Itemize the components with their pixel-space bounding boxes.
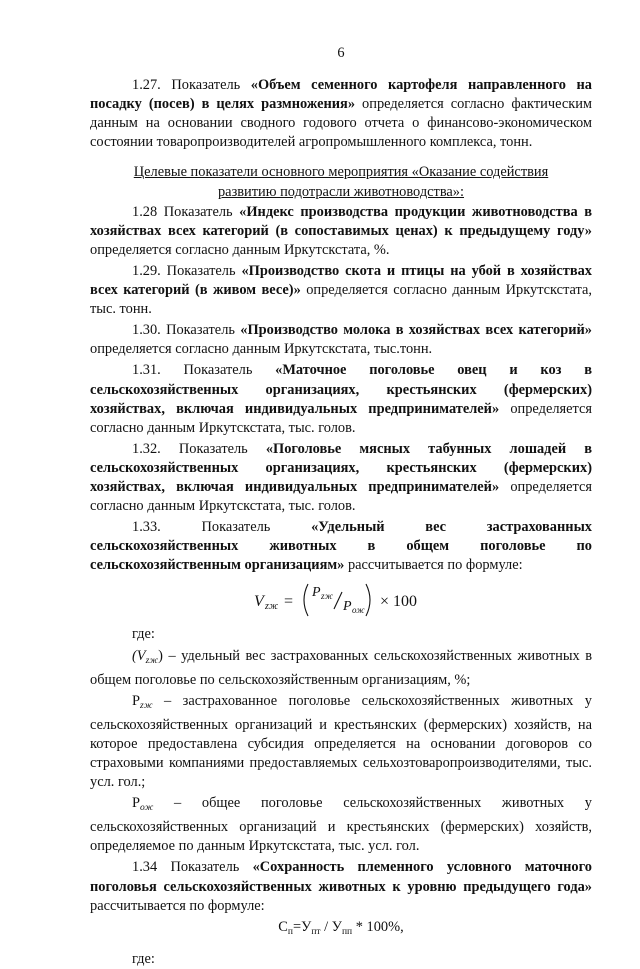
paragraph-lead: 1.33. Показатель xyxy=(132,519,312,536)
definition-text: – удельный вес застрахованных сельскохозяйственных животных в общем поголовье по сельскохозяйственным организациям, %; xyxy=(90,647,592,688)
left-paren-icon xyxy=(304,584,308,616)
where-label-2: где: xyxy=(132,950,155,967)
fraction-slash-icon xyxy=(334,592,342,609)
paragraph-body: определяется согласно данным Иркутскстата, тыс. тонн. xyxy=(90,282,592,318)
indicator-name: «Производство скота и птицы на убой в хозяйствах всех категорий (в живом весе)» xyxy=(90,262,592,299)
formula-lhs-subscript: zж xyxy=(265,601,279,613)
formula-u1-subscript: пт xyxy=(311,926,321,937)
definition-text: – общее поголовье сельскохозяйственных животных у сельскохозяйственных организаций и крестьянских (фермерских) хозяйств, определяемое по данным Иркутскстата, тыс. усл. гол. xyxy=(90,795,592,855)
paragraph-1-33 xyxy=(90,518,592,575)
formula-equals-u: =У xyxy=(293,918,312,935)
paragraph-1-30 xyxy=(90,321,592,359)
formula-denominator: P xyxy=(343,599,352,615)
definition-total-livestock xyxy=(90,794,592,856)
formula-numerator: P xyxy=(312,585,321,601)
definition-insured-livestock xyxy=(90,692,592,792)
paragraph-body: определяется согласно фактическим данным на основании сводного годового отчета о финансово-экономическом состоянии товаропроизводителей агропромышленного комплекса, тонн. xyxy=(90,96,593,151)
formula-svg xyxy=(246,579,436,621)
indicator-name: «Индекс производства продукции животноводства в хозяйствах всех категорий (в сопоставимых ценах) к предыдущему году» xyxy=(90,203,592,239)
paragraph-1-32 xyxy=(90,440,592,516)
paragraph-body: рассчитывается по формуле: xyxy=(344,557,523,574)
paragraph-1-28 xyxy=(90,203,592,260)
indicator-name: «Объем семенного картофеля направленного на посадку (посев) в целях размножения» xyxy=(90,77,592,113)
where-label-1: где: xyxy=(132,626,155,643)
formula-c: С xyxy=(278,918,288,935)
paragraph-1-27 xyxy=(90,76,592,152)
definition-insured-share xyxy=(90,647,592,690)
definition-symbol: P xyxy=(132,795,141,812)
formula-numerator-subscript: zж xyxy=(321,591,333,602)
definition-symbol-subscript: zж xyxy=(145,655,159,666)
section-heading xyxy=(90,163,592,201)
paragraph-lead: 1.34 Показатель xyxy=(132,859,253,876)
paragraph-body: рассчитывается по формуле: xyxy=(90,897,265,914)
paragraph-body: определяется согласно данным Иркутскстата, тыс.тонн. xyxy=(90,341,433,358)
formula-c-subscript: п xyxy=(287,926,293,937)
formula-denominator-subscript: ож xyxy=(352,605,365,616)
definition-symbol-subscript: zж xyxy=(140,700,153,711)
section-heading-line-2: развитию подотрасли животноводства»: xyxy=(217,183,465,200)
formula-u2-subscript: пп xyxy=(341,926,353,937)
paragraph-body: определяется согласно данным Иркутскстата, %. xyxy=(90,241,390,258)
formula-insured-share xyxy=(90,579,592,621)
paragraph-lead: 1.32. Показатель xyxy=(132,440,266,457)
paragraph-1-29 xyxy=(90,262,592,319)
indicator-name: «Маточное поголовье овец и коз в сельскохозяйственных организациях, крестьянских (фермерских) хозяйствах, включая индивидуальных предпринимателей» xyxy=(90,362,592,417)
page-number: 6 xyxy=(337,45,345,61)
formula-lhs: V xyxy=(254,593,264,611)
paragraph-1-34 xyxy=(90,858,592,915)
definition-symbol: P xyxy=(132,692,141,709)
paragraph-1-31 xyxy=(90,361,592,437)
definition-symbol: (V xyxy=(132,647,146,664)
paragraph-lead: 1.28 Показатель xyxy=(132,203,240,220)
indicator-name: «Поголовье мясных табунных лошадей в сельскохозяйственных организациях, крестьянских (фермерских) хозяйствах, включая индивидуальных предпринимателей» xyxy=(90,440,592,495)
formula-multiplier: × 100 xyxy=(380,593,418,611)
definition-symbol-subscript: ож xyxy=(140,803,154,814)
paragraph-lead: 1.27. Показатель xyxy=(132,77,251,94)
paragraph-body: определяется согласно данным Иркутскстата, тыс. голов. xyxy=(90,478,592,515)
definition-text: – застрахованное поголовье сельскохозяйственных животных у сельскохозяйственных организаций и крестьянских (фермерских) хозяйств, на которое предоставлена субсидия определяется на основании договоров со страховыми компаниями предоставляемых сельхозтоваропроизводителями, тыс. усл. гол.; xyxy=(90,692,592,791)
right-paren-icon xyxy=(366,584,370,616)
paragraph-body: определяется согласно данным Иркутскстата, тыс. голов. xyxy=(90,400,592,436)
paragraph-lead: 1.30. Показатель xyxy=(132,322,241,339)
formula-multiplier: * 100%, xyxy=(352,918,404,935)
paragraph-lead: 1.31. Показатель xyxy=(132,362,276,379)
indicator-name: «Сохранность племенного условного маточного поголовья сельскохозяйственных животных к уровню предыдущего года» xyxy=(90,859,592,895)
section-heading-line-1: Целевые показатели основного мероприятия «Оказание содействия xyxy=(133,164,549,181)
definition-symbol-close: ) xyxy=(158,647,163,664)
formula-herd-preservation xyxy=(90,918,592,942)
indicator-name: «Производство молока в хозяйствах всех категорий» xyxy=(240,322,592,339)
paragraph-lead: 1.29. Показатель xyxy=(132,262,242,279)
formula-equals: = xyxy=(284,593,294,611)
indicator-name: «Удельный вес застрахованных сельскохозяйственных животных в общем поголовье по сельскохозяйственным организациям» xyxy=(90,519,592,574)
formula-divide-u: / У xyxy=(320,918,342,935)
